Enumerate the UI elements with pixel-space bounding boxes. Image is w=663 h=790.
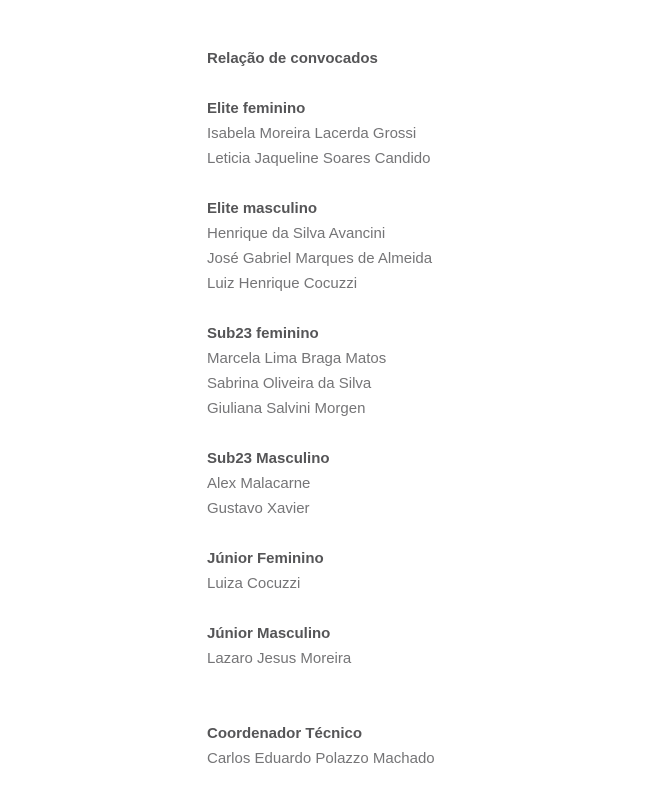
page-title: Relação de convocados [207, 50, 378, 67]
convocados-document [207, 46, 627, 771]
athlete-name: Luiz Henrique Cocuzzi [207, 275, 358, 292]
athlete-name: Sabrina Oliveira da Silva [207, 375, 372, 392]
athlete-name: Marcela Lima Braga Matos [207, 350, 387, 367]
athlete-name: Luiza Cocuzzi [207, 575, 301, 592]
category-section [207, 546, 627, 596]
athlete-name: Giuliana Salvini Morgen [207, 400, 366, 417]
section-heading: Sub23 feminino [207, 325, 319, 342]
athlete-name: Carlos Eduardo Polazzo Machado [207, 750, 435, 767]
category-section [207, 621, 627, 671]
athlete-name: Isabela Moreira Lacerda Grossi [207, 125, 417, 142]
athlete-name: Henrique da Silva Avancini [207, 225, 386, 242]
athlete-name: Leticia Jaqueline Soares Candido [207, 150, 431, 167]
category-section [207, 196, 627, 296]
section-heading: Coordenador Técnico [207, 725, 363, 742]
section-heading: Elite masculino [207, 200, 318, 217]
section-heading: Júnior Masculino [207, 625, 331, 642]
sections-container [207, 96, 627, 771]
category-section [207, 321, 627, 421]
athlete-name: Alex Malacarne [207, 475, 311, 492]
category-section [207, 96, 627, 171]
athlete-name: Gustavo Xavier [207, 500, 310, 517]
category-section [207, 446, 627, 521]
section-heading: Elite feminino [207, 100, 306, 117]
category-section [207, 721, 627, 771]
section-heading: Júnior Feminino [207, 550, 324, 567]
athlete-name: Lazaro Jesus Moreira [207, 650, 352, 667]
athlete-name: José Gabriel Marques de Almeida [207, 250, 433, 267]
section-heading: Sub23 Masculino [207, 450, 330, 467]
